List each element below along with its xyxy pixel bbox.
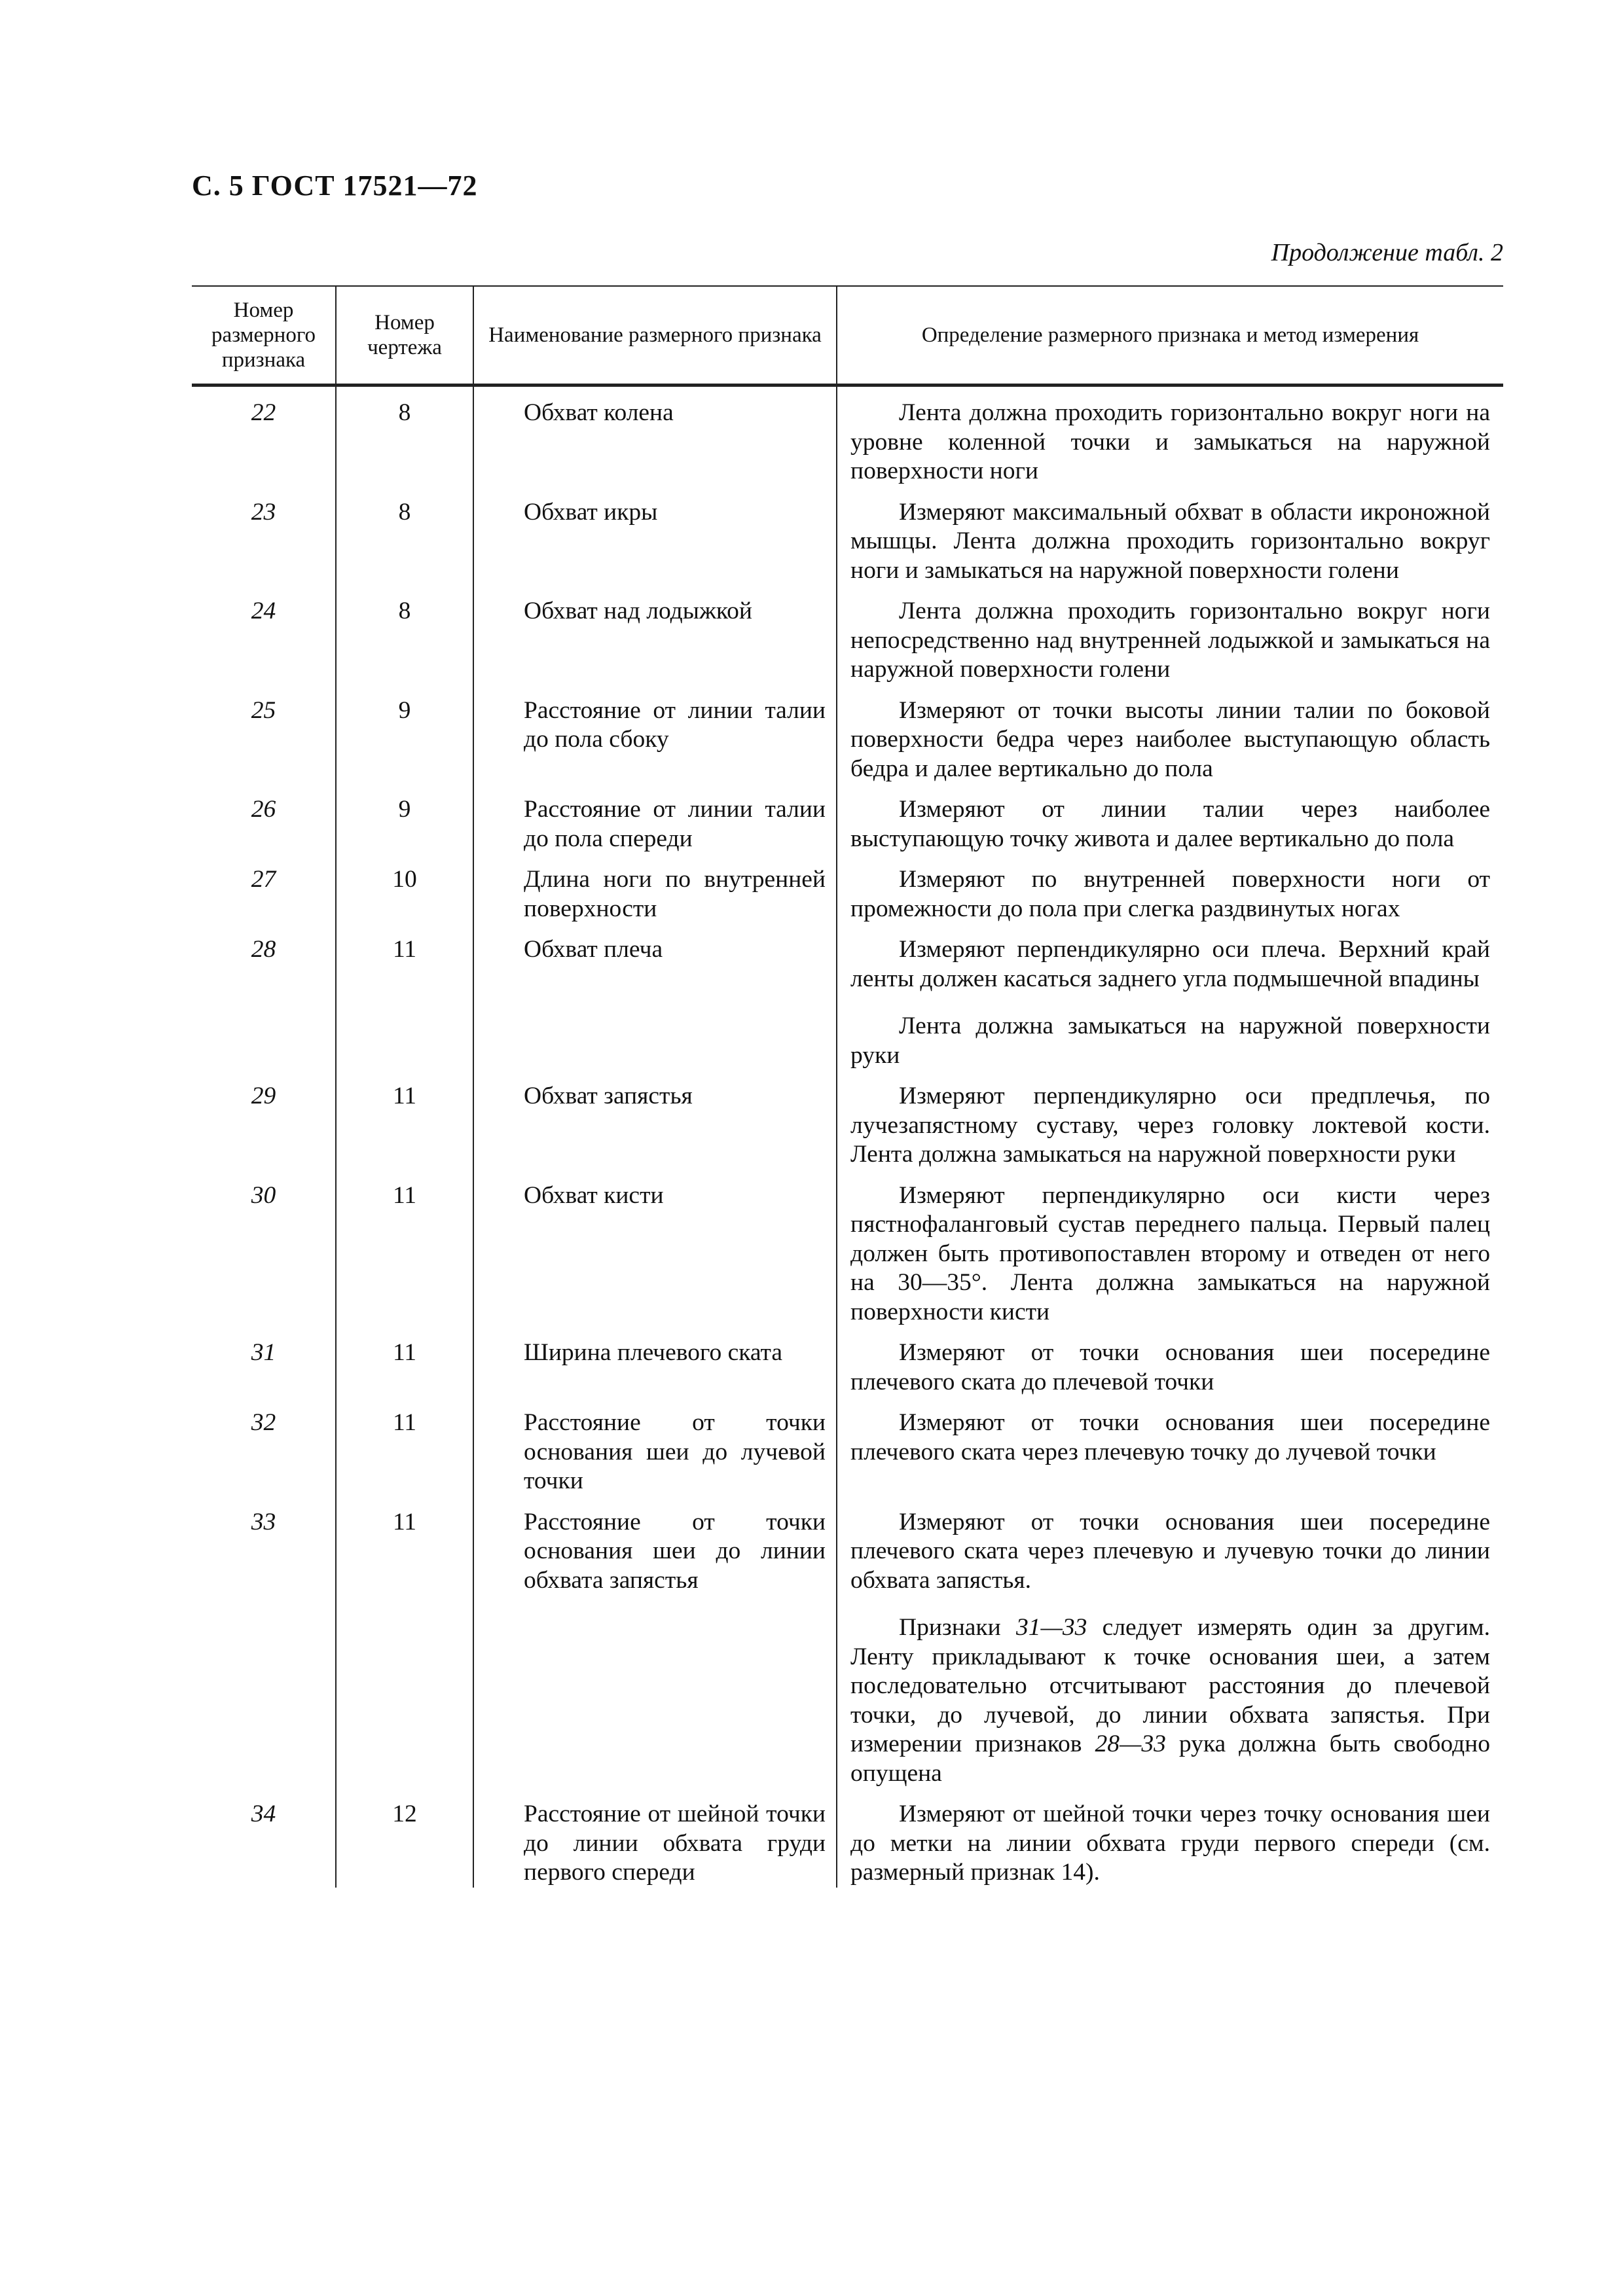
table-row [192, 924, 1503, 1070]
feature-definition [837, 486, 1503, 586]
feature-number: 33 [251, 1508, 276, 1535]
drawing-number: 8 [336, 585, 473, 685]
drawing-number: 8 [336, 486, 473, 586]
table-row [192, 386, 1503, 486]
feature-number: 22 [251, 399, 276, 426]
feature-definition [837, 585, 1503, 685]
definition-text: Лента должна проходить горизонтально вокруг ноги непосредственно над внутренней лодыжкой и замыкаться на наружной поверхности голени [850, 598, 1490, 683]
feature-name: Расстояние от шейной точки до линии обхвата груди первого спереди [473, 1788, 837, 1888]
feature-definition [837, 924, 1503, 1070]
table-row [192, 1788, 1503, 1888]
note-text-part: рука должна быть свободно опущена [850, 1731, 1490, 1787]
drawing-number: 8 [336, 386, 473, 486]
note-text-part: следует измерять один за другим. Ленту прикладывают к точке основания шеи, а затем последовательно отсчитывают расстояния до плечевой точки, до лучевой, до линии обхвата запястья. При измерении признаков [850, 1614, 1490, 1757]
drawing-number: 11 [336, 1170, 473, 1327]
definition-text: Измеряют от точки высоты линии талии по боковой поверхности бедра через наиболее выступающую область бедра и далее вертикально до пола [850, 696, 1490, 782]
feature-name: Длина ноги по внутренней поверхности [473, 853, 837, 924]
feature-number: 31 [251, 1339, 276, 1366]
definition-text: Измеряют от точки основания шеи посередине плечевого ската через плечевую и лучевую точки до линии обхвата запястья. [850, 1508, 1490, 1594]
definition-text: Измеряют по внутренней поверхности ноги от промежности до пола при слегка раздвинутых ногах [850, 866, 1490, 922]
feature-name: Обхват плеча [473, 924, 837, 1070]
feature-name: Обхват кисти [473, 1170, 837, 1327]
table-row [192, 1327, 1503, 1397]
feature-definition [837, 1397, 1503, 1496]
feature-number: 25 [251, 696, 276, 724]
drawing-number: 9 [336, 685, 473, 784]
feature-number: 24 [251, 598, 276, 624]
feature-name: Расстояние от линии талии до пола спереди [473, 783, 837, 853]
feature-number: 28 [251, 936, 276, 963]
definition-note: Лента должна замыкаться на наружной поверхности руки [850, 1013, 1490, 1069]
table-row [192, 1397, 1503, 1496]
drawing-number: 11 [336, 1397, 473, 1496]
drawing-number: 10 [336, 853, 473, 924]
column-header-drawing: Номер чертежа [336, 286, 473, 386]
drawing-number: 9 [336, 783, 473, 853]
feature-name: Обхват запястья [473, 1070, 837, 1170]
feature-definition [837, 386, 1503, 486]
measurement-table [192, 285, 1503, 1888]
feature-number: 26 [251, 796, 276, 823]
feature-name: Расстояние от точки основания шеи до лучевой точки [473, 1397, 837, 1496]
feature-name: Обхват икры [473, 486, 837, 586]
feature-number: 34 [251, 1801, 276, 1827]
feature-name: Расстояние от точки основания шеи до линии обхвата запястья [473, 1496, 837, 1789]
definition-text: Измеряют от линии талии через наиболее выступающую точку живота и далее вертикально до пола [850, 796, 1490, 852]
page-header-title: С. 5 ГОСТ 17521—72 [192, 170, 478, 202]
table-row [192, 783, 1503, 853]
table-row [192, 1496, 1503, 1789]
feature-definition [837, 783, 1503, 853]
definition-text: Измеряют от точки основания шеи посередине плечевого ската до плечевой точки [850, 1339, 1490, 1395]
definition-text: Измеряют от шейной точки через точку основания шеи до метки на линии обхвата груди первого спереди (см. размерный признак 14). [850, 1801, 1490, 1886]
definition-text: Измеряют от точки основания шеи посередине плечевого ската через плечевую точку до лучевой точки [850, 1409, 1490, 1465]
definition-text: Измеряют перпендикулярно оси предплечья, по лучезапястному суставу, через головку локтевой кости. Лента должна замыкаться на наружной поверхности руки [850, 1083, 1490, 1168]
definition-text: Лента должна проходить горизонтально вокруг ноги на уровне коленной точки и замыкаться на наружной поверхности ноги [850, 399, 1490, 484]
drawing-number: 12 [336, 1788, 473, 1888]
feature-definition [837, 1788, 1503, 1888]
feature-definition [837, 1070, 1503, 1170]
feature-name: Обхват над лодыжкой [473, 585, 837, 685]
feature-number: 30 [251, 1181, 276, 1209]
definition-text: Измеряют перпендикулярно оси кисти через пястнофаланговый сустав переднего пальца. Первый палец должен быть противопоставлен второму и отведен от него на 30—35°. Лента должна замыкаться на наружной поверхности кисти [850, 1181, 1490, 1325]
table-row [192, 486, 1503, 586]
definition-note [850, 1613, 1490, 1788]
feature-number: 29 [251, 1083, 276, 1109]
definition-text: Измеряют перпендикулярно оси плеча. Верхний край ленты должен касаться заднего угла подмышечной впадины [850, 936, 1490, 992]
drawing-number: 11 [336, 1070, 473, 1170]
table-row [192, 853, 1503, 924]
table-row [192, 585, 1503, 685]
feature-definition [837, 853, 1503, 924]
note-text-part: Признаки [899, 1614, 1017, 1641]
feature-definition [837, 1327, 1503, 1397]
table-row [192, 1070, 1503, 1170]
table-row [192, 685, 1503, 784]
table-header-row [192, 286, 1503, 386]
column-header-definition: Определение размерного признака и метод измерения [837, 286, 1503, 386]
feature-number: 23 [251, 498, 276, 526]
feature-name: Расстояние от линии талии до пола сбоку [473, 685, 837, 784]
feature-number: 27 [251, 866, 276, 893]
definition-text: Измеряют максимальный обхват в области икроножной мышцы. Лента должна проходить горизонтально вокруг ноги и замыкаться на наружной поверхности голени [850, 498, 1490, 584]
column-header-number: Номер размерного признака [192, 286, 336, 386]
drawing-number: 11 [336, 1327, 473, 1397]
feature-definition [837, 1496, 1503, 1789]
drawing-number: 11 [336, 1496, 473, 1789]
column-header-name: Наименование размерного признака [473, 286, 837, 386]
drawing-number: 11 [336, 924, 473, 1070]
feature-definition [837, 1170, 1503, 1327]
feature-range-reference: 28—33 [1095, 1731, 1166, 1757]
feature-name: Ширина плечевого ската [473, 1327, 837, 1397]
table-row [192, 1170, 1503, 1327]
feature-range-reference: 31—33 [1016, 1614, 1087, 1641]
feature-definition [837, 685, 1503, 784]
feature-name: Обхват колена [473, 386, 837, 486]
feature-number: 32 [251, 1409, 276, 1436]
table-continuation-label: Продолжение табл. 2 [1271, 239, 1503, 266]
